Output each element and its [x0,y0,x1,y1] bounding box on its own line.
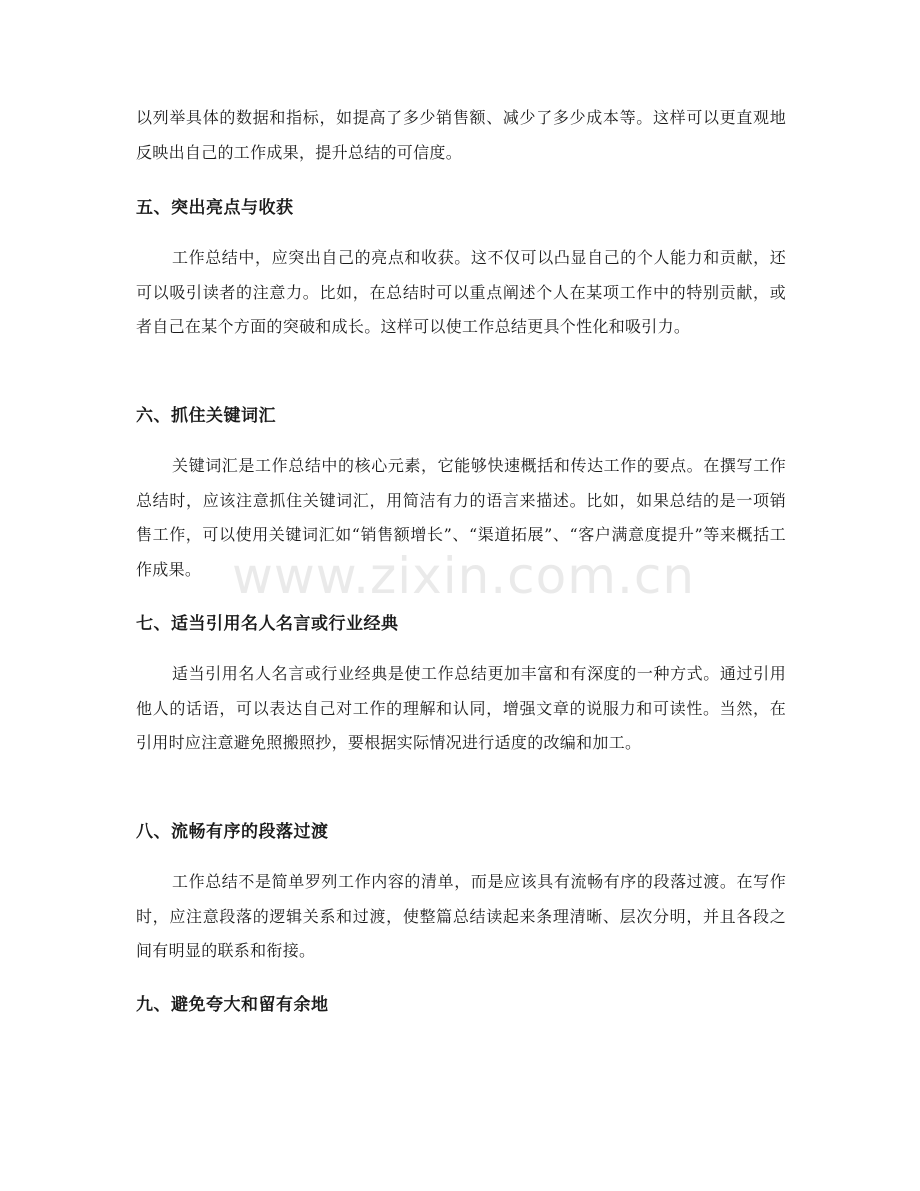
section-6-heading: 六、抓住关键词汇 [136,406,276,426]
intro-paragraph: 以列举具体的数据和指标，如提高了多少销售额、减少了多少成本等。这样可以更直观地反映出自己的工作成果，提升总结的可信度。 [136,108,786,162]
section-8-paragraph: 工作总结不是简单罗列工作内容的清单，而是应该具有流畅有序的段落过渡。在写作时，应注意段落的逻辑关系和过渡，使整篇总结读起来条理清晰、层次分明，并且各段之间有明显的联系和衔接。 [136,872,786,960]
section-5-heading: 五、突出亮点与收获 [136,198,294,218]
section-6-paragraph: 关键词汇是工作总结中的核心元素，它能够快速概括和传达工作的要点。在撰写工作总结时，应该注意抓住关键词汇，用简洁有力的语言来描述。比如，如果总结的是一项销售工作，可以使用关键词汇如“销售额增长”、“渠道拓展”、“客户满意度提升”等来概括工作成果。 [136,456,786,579]
section-7-paragraph: 适当引用名人名言或行业经典是使工作总结更加丰富和有深度的一种方式。通过引用他人的话语，可以表达自己对工作的理解和认同，增强文章的说服力和可读性。当然，在引用时应注意避免照搬照抄，要根据实际情况进行适度的改编和加工。 [136,664,786,752]
section-7-heading: 七、适当引用名人名言或行业经典 [136,614,399,634]
section-5-paragraph: 工作总结中，应突出自己的亮点和收获。这不仅可以凸显自己的个人能力和贡献，还可以吸引读者的注意力。比如，在总结时可以重点阐述个人在某项工作中的特别贡献，或者自己在某个方面的突破和成长。这样可以使工作总结更具个性化和吸引力。 [136,248,786,336]
section-8-heading: 八、流畅有序的段落过渡 [136,822,329,842]
site-watermark: www.zixin.com.cn [232,547,696,605]
section-9-heading: 九、避免夸大和留有余地 [136,995,329,1015]
